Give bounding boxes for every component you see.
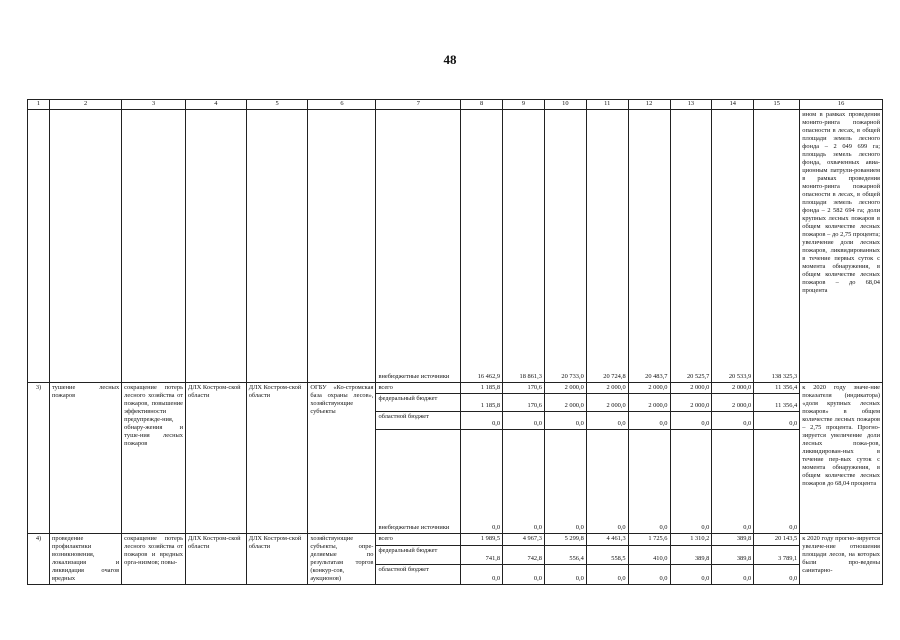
value-cell: 1 725,6: [628, 534, 670, 546]
value-cell: 0,0: [544, 565, 586, 585]
value-cell: 0,0: [544, 430, 586, 534]
value-cell: 2 000,0: [586, 383, 628, 394]
goal-cell: сокращение потерь лесного хозяйства от пожаров и вредных орга-низмов; повы-: [122, 534, 186, 585]
executor-cell: хозяйствующие субъекты, опре-деляемые по результатам торгов (конкур-сов, аукционов): [308, 534, 376, 585]
value-cell: 20 733,0: [544, 110, 586, 383]
col-header: 13: [670, 100, 712, 110]
value-cell: 20 525,7: [670, 110, 712, 383]
col-header: 12: [628, 100, 670, 110]
value-cell: 741,8: [461, 545, 503, 565]
header-row: [28, 100, 883, 110]
value-cell: 0,0: [503, 412, 545, 430]
value-cell: 2 000,0: [628, 394, 670, 412]
col-header: 3: [122, 100, 186, 110]
value-cell: 1 989,5: [461, 534, 503, 546]
value-cell: 0,0: [670, 565, 712, 585]
page-number: 48: [443, 52, 457, 67]
col-header: 10: [544, 100, 586, 110]
event-cell: тушение лесных пожаров: [49, 383, 121, 534]
value-cell: 0,0: [586, 565, 628, 585]
value-cell: 2 000,0: [586, 394, 628, 412]
value-cell: 2 000,0: [670, 383, 712, 394]
responsible-cell: ДЛХ Костром-ской области: [186, 383, 247, 534]
value-cell: 20 143,5: [754, 534, 800, 546]
value-cell: 20 724,8: [586, 110, 628, 383]
indicator-cell: к 2020 году значе-ние показателя (индикатора) «доля крупных лесных пожаров» в общем количестве лесных пожаров – 2,75 процента. Прогно-зируется увеличение доли лесных пожа-ров, ликвидирован-ных в течение пер-вых суток с момента обнаружения, в общем количестве лесных пожаров до 68,04 процента: [800, 383, 883, 534]
value-cell: 16 462,9: [461, 110, 503, 383]
value-cell: 0,0: [712, 430, 754, 534]
col-header: 8: [461, 100, 503, 110]
value-cell: 0,0: [461, 565, 503, 585]
value-cell: 389,8: [712, 545, 754, 565]
value-cell: 20 533,9: [712, 110, 754, 383]
indicator-cell: ином в рамках проведения монито-ринга пожарной опасности в лесах, в общей площади земель лесного фонда – 2 049 699 га; площадь земель лесного фонда, охваченных авиа-ционным патрули-рованием в рамках проведения монито-ринга пожарной опасности в лесах, в общей площади земель лесного фонда – 2 582 694 га; доли крупных лесных пожаров в общем количестве лесных пожаров – до 2,75 процента; увеличение доли лесных пожаров, ликвидированных в течение первых суток с момента обнаружения, в общем количестве лесных пожаров – до 68,04 процента: [800, 110, 883, 383]
source-cell: всего: [376, 383, 461, 394]
value-cell: 1 310,2: [670, 534, 712, 546]
event-cell: проведение профилактики возникновения, локализация и ликвидация очагов вредных: [49, 534, 121, 585]
value-cell: 389,8: [712, 534, 754, 546]
table-row-3-total: [28, 383, 883, 394]
source-cell: внебюджетные источники: [376, 110, 461, 383]
value-cell: 0,0: [586, 412, 628, 430]
source-cell: федеральный бюджет: [376, 545, 461, 565]
value-cell: 138 325,3: [754, 110, 800, 383]
value-cell: 4 461,3: [586, 534, 628, 546]
table-row-continuation: [28, 110, 883, 383]
value-cell: 558,5: [586, 545, 628, 565]
value-cell: 389,8: [670, 545, 712, 565]
row-number: 3): [28, 383, 50, 534]
value-cell: 0,0: [712, 565, 754, 585]
col-header: 5: [246, 100, 308, 110]
value-cell: 4 967,3: [503, 534, 545, 546]
value-cell: 556,4: [544, 545, 586, 565]
value-cell: 742,8: [503, 545, 545, 565]
value-cell: 0,0: [628, 412, 670, 430]
value-cell: 0,0: [461, 412, 503, 430]
value-cell: 2 000,0: [544, 394, 586, 412]
source-cell: внебюджетные источники: [376, 430, 461, 534]
col-header: 16: [800, 100, 883, 110]
value-cell: 0,0: [461, 430, 503, 534]
value-cell: 0,0: [754, 565, 800, 585]
col-header: 11: [586, 100, 628, 110]
col-header: 6: [308, 100, 376, 110]
source-cell: областной бюджет: [376, 412, 461, 430]
value-cell: 1 185,8: [461, 383, 503, 394]
value-cell: 0,0: [503, 430, 545, 534]
value-cell: 1 185,8: [461, 394, 503, 412]
value-cell: 2 000,0: [670, 394, 712, 412]
goal-cell: сокращение потерь лесного хозяйства от пожаров, повышение эффективности предупрежде-ния, обнару-жения и туше-ния лесных пожаров: [122, 383, 186, 534]
value-cell: 0,0: [586, 430, 628, 534]
value-cell: 0,0: [503, 565, 545, 585]
col-header: 7: [376, 100, 461, 110]
value-cell: 5 299,8: [544, 534, 586, 546]
col-header: 1: [28, 100, 50, 110]
value-cell: 2 000,0: [628, 383, 670, 394]
value-cell: 0,0: [544, 412, 586, 430]
value-cell: 20 483,7: [628, 110, 670, 383]
value-cell: 0,0: [754, 412, 800, 430]
value-cell: 0,0: [712, 412, 754, 430]
value-cell: 410,0: [628, 545, 670, 565]
program-table: [27, 99, 883, 585]
indicator-cell: к 2020 году прогно-зируется увеличе-ние отношения площади лесов, на которых были про-ведены санитарно-: [800, 534, 883, 585]
row-number: 4): [28, 534, 50, 585]
value-cell: 11 356,4: [754, 383, 800, 394]
col-header: 2: [49, 100, 121, 110]
source-cell: всего: [376, 534, 461, 546]
value-cell: 170,6: [503, 394, 545, 412]
value-cell: 0,0: [628, 565, 670, 585]
value-cell: 2 000,0: [712, 383, 754, 394]
value-cell: 170,6: [503, 383, 545, 394]
customer-cell: ДЛХ Костром-ской области: [246, 383, 308, 534]
col-header: 4: [186, 100, 247, 110]
value-cell: 0,0: [670, 412, 712, 430]
responsible-cell: ДЛХ Костром-ской области: [186, 534, 247, 585]
value-cell: 11 356,4: [754, 394, 800, 412]
col-header: 14: [712, 100, 754, 110]
source-cell: федеральный бюджет: [376, 394, 461, 412]
value-cell: 3 789,1: [754, 545, 800, 565]
col-header: 9: [503, 100, 545, 110]
value-cell: 0,0: [670, 430, 712, 534]
value-cell: 0,0: [628, 430, 670, 534]
value-cell: 2 000,0: [712, 394, 754, 412]
value-cell: 0,0: [754, 430, 800, 534]
executor-cell: ОГБУ «Ко-стромская база охраны лесов», хозяйствующие субъекты: [308, 383, 376, 534]
value-cell: 18 861,3: [503, 110, 545, 383]
col-header: 15: [754, 100, 800, 110]
source-cell: областной бюджет: [376, 565, 461, 585]
value-cell: 2 000,0: [544, 383, 586, 394]
table-row-4-total: [28, 534, 883, 546]
customer-cell: ДЛХ Костром-ской области: [246, 534, 308, 585]
